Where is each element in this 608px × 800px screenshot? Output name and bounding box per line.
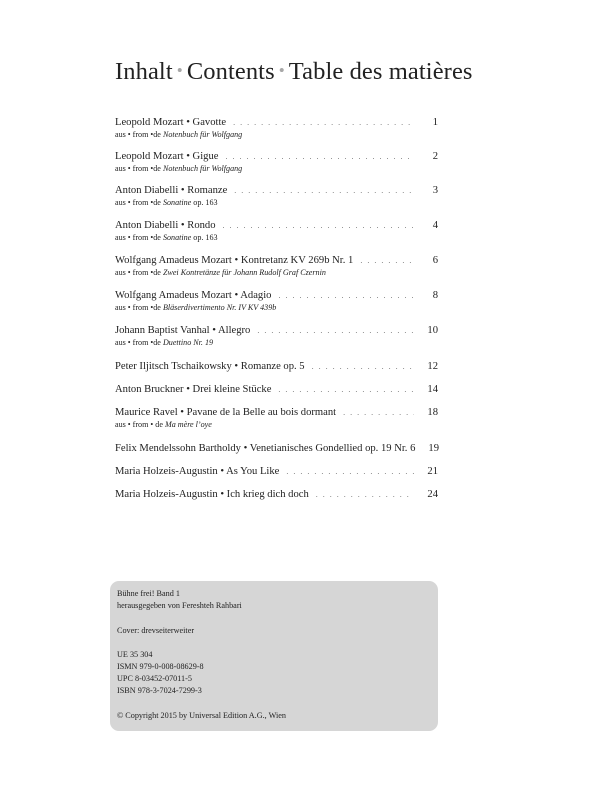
toc-source: aus • from •de Sonatine op. 163 xyxy=(115,233,218,242)
toc-page: 12 xyxy=(427,361,438,372)
toc-title: Felix Mendelssohn Bartholdy • Venetianisches Gondellied op. 19 Nr. 6 xyxy=(115,443,416,454)
toc-leader xyxy=(343,407,414,419)
toc-title: Peter Iljitsch Tschaikowsky • Romanze op. 5 xyxy=(115,361,305,372)
toc-source: aus • from •de Sonatine op. 163 xyxy=(115,198,218,207)
toc-source: aus • from • de Ma mère l’oye xyxy=(115,420,212,429)
ismn-number: ISMN 979-0-008-08629-8 xyxy=(117,662,204,671)
ue-number: UE 35 304 xyxy=(117,650,153,659)
title-german: Inhalt xyxy=(115,58,173,85)
copyright-notice: © Copyright 2015 by Universal Edition A.G., Wien xyxy=(117,711,287,720)
title-english: Contents xyxy=(186,58,275,85)
toc-entry[interactable] xyxy=(115,255,438,278)
toc-entry[interactable] xyxy=(115,117,438,140)
toc-source: aus • from •de Bläserdivertimento Nr. IV KV 439b xyxy=(115,303,277,312)
toc-source: aus • from •de Notenbuch für Wolfgang xyxy=(115,164,243,173)
toc-page: 4 xyxy=(432,220,438,231)
toc-leader xyxy=(316,489,414,501)
toc-page: 3 xyxy=(432,185,438,196)
toc-entry[interactable] xyxy=(115,151,438,174)
toc-page: 8 xyxy=(432,290,438,301)
toc-leader xyxy=(233,117,414,129)
toc-page: 2 xyxy=(432,151,438,162)
toc-leader xyxy=(257,325,414,337)
toc-entry[interactable] xyxy=(115,220,438,243)
toc-entry[interactable] xyxy=(115,489,438,501)
toc-leader xyxy=(278,290,414,302)
toc-entry[interactable] xyxy=(115,290,438,313)
toc-title: Maria Holzeis-Augustin • As You Like xyxy=(115,466,280,477)
toc-leader xyxy=(225,151,414,163)
toc-title: Anton Bruckner • Drei kleine Stücke xyxy=(115,384,272,395)
toc-entry[interactable] xyxy=(115,185,438,208)
toc-leader xyxy=(223,220,414,232)
toc-leader xyxy=(360,255,414,267)
toc-leader xyxy=(234,185,414,197)
isbn-number: ISBN 978-3-7024-7299-3 xyxy=(117,686,202,695)
toc-entry[interactable] xyxy=(115,325,438,348)
toc-source: aus • from •de Zwei Kontretänze für Johann Rudolf Graf Czernin xyxy=(115,268,326,277)
toc-entry[interactable] xyxy=(115,443,438,455)
toc-entry[interactable] xyxy=(115,466,438,478)
toc-source: aus • from •de Duettino Nr. 19 xyxy=(115,338,214,347)
toc-title: Wolfgang Amadeus Mozart • Adagio xyxy=(115,290,272,301)
toc-page: 19 xyxy=(428,443,439,454)
toc-source: aus • from •de Notenbuch für Wolfgang xyxy=(115,130,243,139)
toc-entry[interactable] xyxy=(115,407,438,430)
toc-title: Leopold Mozart • Gigue xyxy=(115,151,219,162)
toc-page: 10 xyxy=(427,325,438,336)
toc-page: 14 xyxy=(427,384,438,395)
toc-title: Maurice Ravel • Pavane de la Belle au bois dormant xyxy=(115,407,337,418)
toc-title: Anton Diabelli • Rondo xyxy=(115,220,216,231)
series-title: Bühne frei! Band 1 xyxy=(117,589,180,598)
toc-leader xyxy=(278,384,414,396)
page-title xyxy=(115,58,473,86)
toc-page: 21 xyxy=(427,466,438,477)
title-separator: • xyxy=(278,61,285,80)
toc-page: 24 xyxy=(427,489,438,500)
toc-title: Leopold Mozart • Gavotte xyxy=(115,117,227,128)
toc-entry[interactable] xyxy=(115,384,438,396)
toc-title: Wolfgang Amadeus Mozart • Kontretanz KV 269b Nr. 1 xyxy=(115,255,354,266)
title-separator: • xyxy=(176,61,183,80)
title-french: Table des matières xyxy=(288,58,473,85)
toc-title: Johann Baptist Vanhal • Allegro xyxy=(115,325,251,336)
upc-number: UPC 8-03452-07011-5 xyxy=(117,674,192,683)
toc-leader xyxy=(286,466,414,478)
cover-credit: Cover: drevseiterweiter xyxy=(117,626,195,635)
toc-page: 6 xyxy=(432,255,438,266)
toc-title: Anton Diabelli • Romanze xyxy=(115,185,228,196)
editor-credit: herausgegeben von Fereshteh Rahbari xyxy=(117,601,242,610)
toc-page: 1 xyxy=(432,117,438,128)
toc-leader xyxy=(312,361,414,373)
toc-page: 18 xyxy=(427,407,438,418)
toc-title: Maria Holzeis-Augustin • Ich krieg dich doch xyxy=(115,489,309,500)
toc-entry[interactable] xyxy=(115,361,438,373)
